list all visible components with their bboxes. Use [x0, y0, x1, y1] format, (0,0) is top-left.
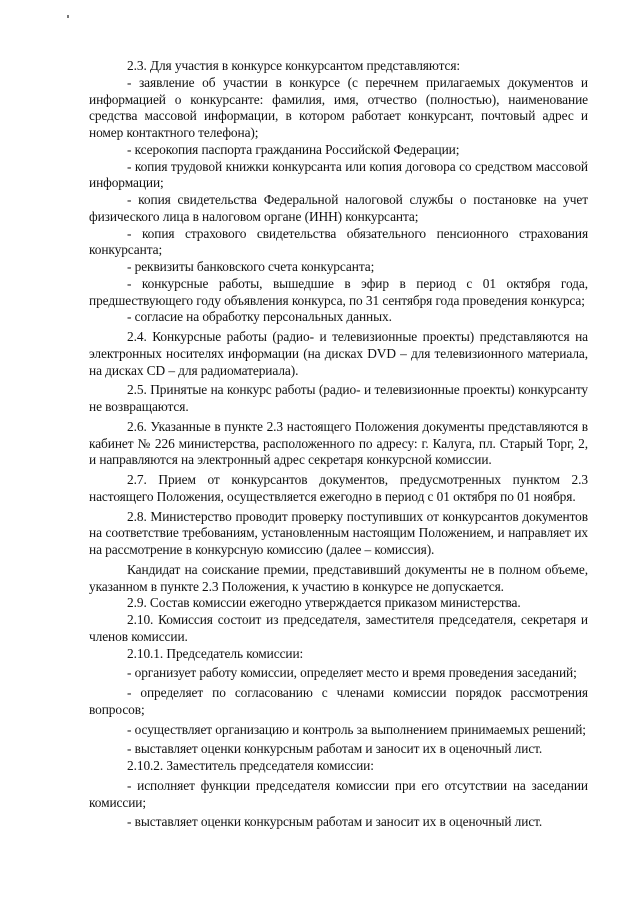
- list-item-employment-record: - копия трудовой книжки конкурсанта или копия договора со средством массовой информации;: [89, 158, 588, 191]
- list-item-scores-deputy: - выставляет оценки конкурсным работам и заносит их в оценочный лист.: [127, 814, 543, 830]
- scan-artifact: [67, 15, 69, 18]
- list-item-acting-chair: - исполняет функции председателя комиссии при его отсутствии на заседании комиссии;: [89, 777, 588, 810]
- list-item-control: - осуществляет организацию и контроль за выполнением принимаемых решений;: [127, 721, 586, 737]
- list-item-bank-details: - реквизиты банковского счета конкурсанта;: [127, 259, 375, 274]
- paragraph-2-9: 2.9. Состав комиссии ежегодно утверждается приказом министерства.: [127, 595, 521, 611]
- paragraph-2-10-1: 2.10.1. Председатель комиссии:: [127, 645, 304, 661]
- list-item-organizes: - организует работу комиссии, определяет место и время проведения заседаний;: [127, 665, 577, 681]
- list-item-scores-chair: - выставляет оценки конкурсным работам и заносит их в оценочный лист.: [127, 741, 543, 757]
- paragraph-2-10-2: 2.10.2. Заместитель председателя комиссии:: [127, 758, 374, 773]
- document-body: [89, 58, 588, 831]
- paragraph-2-7: 2.7. Прием от конкурсантов документов, предусмотренных пунктом 2.3 настоящего Положения, осуществляется ежегодно в период с 01 октября по 01 ноября.: [89, 472, 588, 504]
- list-item-tax-certificate: - копия свидетельства Федеральной налоговой службы о постановке на учет физического лица в налоговом органе (ИНН) конкурсанта;: [89, 192, 588, 224]
- list-item-application: - заявление об участии в конкурсе (с перечнем прилагаемых документов и информацией о конкурсанте: фамилия, имя, отчество (полностью), наименование средства массовой информации, в котором работает конкурсант, почтовый адрес и номер контактного телефона);: [89, 74, 588, 140]
- list-item-order: - определяет по согласованию с членами комиссии порядок рассмотрения вопросов;: [89, 685, 588, 717]
- paragraph-2-4: 2.4. Конкурсные работы (радио- и телевизионные проекты) представляются на электронных носителях информации (на дисках DVD – для телевизионного материала, на дисках CD – для радиоматериала).: [89, 329, 588, 378]
- paragraph-2-6: 2.6. Указанные в пункте 2.3 настоящего Положения документы представляются в кабинет № 226 министерства, расположенного по адресу: г. Калуга, пл. Старый Торг, 2, и направляются на электронный адрес секретаря конкурсной комиссии.: [89, 418, 588, 468]
- paragraph-2-10: 2.10. Комиссия состоит из председателя, заместителя председателя, секретаря и членов комиссии.: [89, 612, 588, 644]
- paragraph-2-8: 2.8. Министерство проводит проверку поступивших от конкурсантов документов на соответствие требованиям, установленным настоящим Положением, и направляет их на рассмотрение в конкурсную комиссию (далее – комиссия).: [89, 508, 588, 557]
- list-item-passport-copy: - ксерокопия паспорта гражданина Российской Федерации;: [127, 141, 460, 157]
- list-item-contest-works: - конкурсные работы, вышедшие в эфир в период с 01 октября года, предшествующего году объявления конкурса, по 31 сентября года проведения конкурса;: [89, 275, 588, 308]
- paragraph-candidate: Кандидат на соискание премии, представивший документы не в полном объеме, указанном в пункте 2.3 Положения, к участию в конкурсе не допускается.: [89, 561, 588, 594]
- list-item-data-consent: - согласие на обработку персональных данных.: [127, 309, 392, 325]
- paragraph-2-5: 2.5. Принятые на конкурс работы (радио- и телевизионные проекты) конкурсанту не возвращаются.: [89, 382, 588, 414]
- list-item-pension-insurance: - копия страхового свидетельства обязательного пенсионного страхования конкурсанта;: [89, 225, 588, 258]
- paragraph-2-3: 2.3. Для участия в конкурсе конкурсантом представляются:: [127, 58, 461, 73]
